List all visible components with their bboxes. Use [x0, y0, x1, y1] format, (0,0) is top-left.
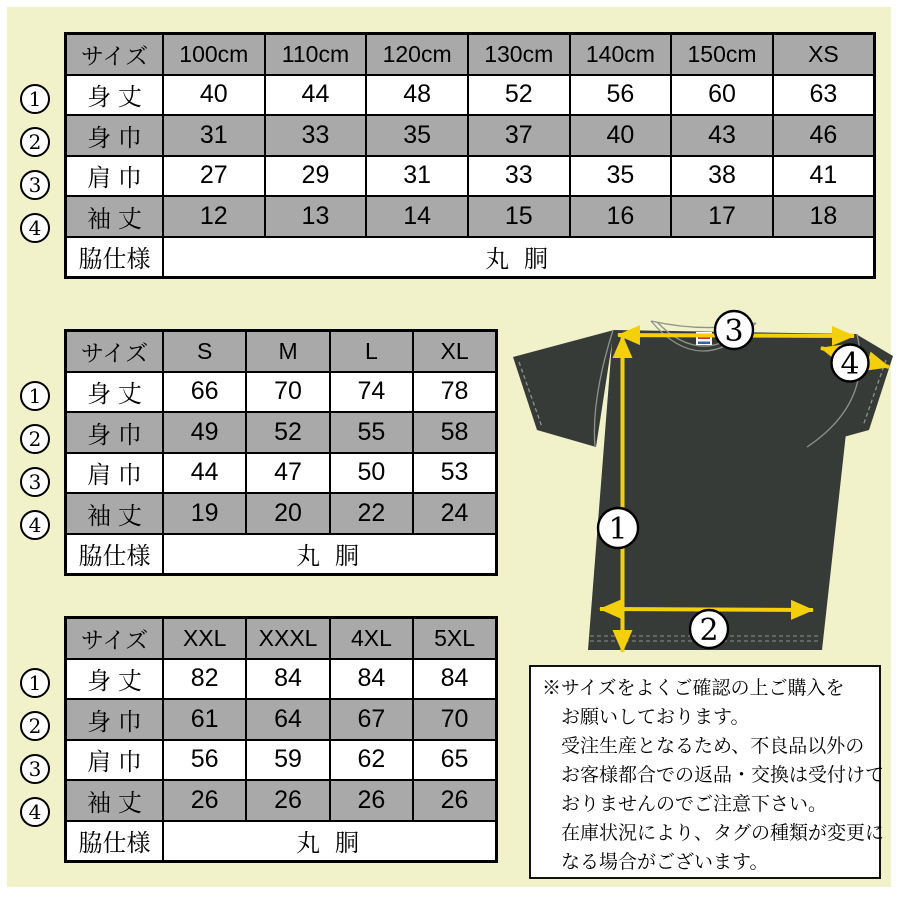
measurement-value: 52 — [468, 75, 570, 116]
measurement-value: 26 — [246, 780, 329, 821]
row-marker-3: 3 — [20, 754, 50, 784]
row-marker-1: 1 — [20, 381, 50, 411]
purchase-notice-box — [529, 665, 885, 879]
measurement-value: 18 — [773, 196, 875, 237]
row-marker-1: 1 — [20, 668, 50, 698]
column-header: 140cm — [570, 34, 672, 75]
measurement-value: 41 — [773, 156, 875, 197]
measurement-value: 22 — [330, 493, 413, 534]
size-table-kids — [64, 32, 876, 279]
table-footer-row — [66, 821, 497, 862]
size-table-kids-wrap — [28, 32, 876, 279]
row-label: 身 巾 — [66, 412, 164, 453]
diagram-marker-1: 1 — [608, 512, 628, 547]
measurement-value: 50 — [330, 453, 413, 494]
measurement-row — [66, 659, 497, 700]
measurement-value: 15 — [468, 196, 570, 237]
measurement-row — [66, 453, 497, 494]
measurement-value: 12 — [163, 196, 265, 237]
footer-value: 丸 胴 — [163, 821, 497, 862]
measurement-value: 64 — [246, 699, 329, 740]
measurement-value: 46 — [773, 115, 875, 156]
brand-tag-blue — [698, 342, 710, 345]
measurement-value: 55 — [330, 412, 413, 453]
column-header: 110cm — [265, 34, 367, 75]
measurement-value: 82 — [163, 659, 246, 700]
row-label: 身 巾 — [66, 699, 164, 740]
measurement-value: 63 — [773, 75, 875, 116]
size-table-adult-wrap — [28, 329, 498, 576]
column-header: S — [163, 331, 246, 372]
column-header: M — [246, 331, 329, 372]
measurement-value: 60 — [671, 75, 773, 116]
measurement-value: 84 — [330, 659, 413, 700]
measurement-row — [66, 372, 497, 413]
measurement-row — [66, 699, 497, 740]
measurement-value: 56 — [163, 740, 246, 781]
row-label: 肩 巾 — [66, 156, 164, 197]
column-header: 4XL — [330, 618, 413, 659]
measurement-value: 26 — [413, 780, 496, 821]
table-footer-row — [66, 534, 497, 575]
diagram-marker-3: 3 — [724, 314, 744, 349]
measurement-value: 65 — [413, 740, 496, 781]
measurement-value: 31 — [163, 115, 265, 156]
row-label: 身 丈 — [66, 372, 164, 413]
measurement-value: 26 — [163, 780, 246, 821]
measurement-value: 38 — [671, 156, 773, 197]
measurement-row — [66, 493, 497, 534]
table-header-row — [66, 618, 497, 659]
row-marker-4: 4 — [20, 213, 50, 243]
row-marker-1: 1 — [20, 84, 50, 114]
row-label: 袖 丈 — [66, 493, 164, 534]
size-label-header: サイズ — [66, 618, 164, 659]
measurement-value: 40 — [163, 75, 265, 116]
column-header: 130cm — [468, 34, 570, 75]
row-label: 袖 丈 — [66, 196, 164, 237]
row-marker-2: 2 — [20, 711, 50, 741]
table-footer-row — [66, 237, 875, 278]
measurement-value: 67 — [330, 699, 413, 740]
notice-line: 在庫状況により、タグの種類が変更に — [561, 823, 885, 844]
column-header: XL — [413, 331, 496, 372]
row-label: 身 巾 — [66, 115, 164, 156]
row-marker-4: 4 — [20, 797, 50, 827]
measurement-value: 20 — [246, 493, 329, 534]
measurement-value: 48 — [366, 75, 468, 116]
measurement-value: 29 — [265, 156, 367, 197]
measurement-value: 59 — [246, 740, 329, 781]
measurement-row — [66, 740, 497, 781]
footer-label: 脇仕様 — [66, 534, 164, 575]
measurement-value: 40 — [570, 115, 672, 156]
footer-label: 脇仕様 — [66, 821, 164, 862]
tshirt-measurement-diagram — [505, 308, 897, 658]
size-label-header: サイズ — [66, 34, 164, 75]
column-header: 120cm — [366, 34, 468, 75]
measurement-value: 33 — [468, 156, 570, 197]
footer-value: 丸 胴 — [163, 534, 497, 575]
measurement-value: 58 — [413, 412, 496, 453]
notice-line: お願いしております。 — [561, 707, 750, 728]
measurement-row — [66, 115, 875, 156]
measurement-value: 17 — [671, 196, 773, 237]
measurement-row — [66, 156, 875, 197]
column-header: 5XL — [413, 618, 496, 659]
row-label: 肩 巾 — [66, 453, 164, 494]
column-header: 150cm — [671, 34, 773, 75]
measurement-value: 74 — [330, 372, 413, 413]
measurement-value: 27 — [163, 156, 265, 197]
measurement-value: 84 — [413, 659, 496, 700]
measurement-value: 31 — [366, 156, 468, 197]
measurement-value: 70 — [413, 699, 496, 740]
footer-label: 脇仕様 — [66, 237, 164, 278]
column-header: XS — [773, 34, 875, 75]
measurement-value: 47 — [246, 453, 329, 494]
notice-line: おりませんのでご注意下さい。 — [561, 794, 828, 815]
measurement-value: 26 — [330, 780, 413, 821]
row-label: 身 丈 — [66, 659, 164, 700]
row-marker-3: 3 — [20, 467, 50, 497]
measurement-value: 62 — [330, 740, 413, 781]
column-header: XXL — [163, 618, 246, 659]
measurement-value: 35 — [366, 115, 468, 156]
measurement-value: 49 — [163, 412, 246, 453]
notice-line: なる場合がございます。 — [561, 852, 769, 873]
row-label: 身 丈 — [66, 75, 164, 116]
measurement-row — [66, 196, 875, 237]
column-header: XXXL — [246, 618, 329, 659]
measurement-value: 66 — [163, 372, 246, 413]
measurement-row — [66, 75, 875, 116]
measurement-value: 16 — [570, 196, 672, 237]
measurement-value: 33 — [265, 115, 367, 156]
measurement-value: 19 — [163, 493, 246, 534]
diagram-marker-4: 4 — [840, 347, 860, 382]
measurement-value: 70 — [246, 372, 329, 413]
measurement-value: 78 — [413, 372, 496, 413]
tshirt-body — [588, 330, 860, 650]
measurement-value: 35 — [570, 156, 672, 197]
row-label: 袖 丈 — [66, 780, 164, 821]
size-table-big-wrap — [28, 616, 498, 863]
row-label: 肩 巾 — [66, 740, 164, 781]
size-table-big — [64, 616, 498, 863]
column-header: 100cm — [163, 34, 265, 75]
measurement-value: 56 — [570, 75, 672, 116]
row-marker-2: 2 — [20, 424, 50, 454]
measurement-row — [66, 412, 497, 453]
table-header-row — [66, 331, 497, 372]
row-marker-2: 2 — [20, 127, 50, 157]
notice-line: ※サイズをよくご確認の上ご購入を — [542, 678, 845, 699]
measurement-value: 52 — [246, 412, 329, 453]
notice-line: お客様都合での返品・交換は受付けて — [561, 765, 885, 786]
measurement-value: 43 — [671, 115, 773, 156]
measurement-value: 44 — [265, 75, 367, 116]
measurement-value: 44 — [163, 453, 246, 494]
size-label-header: サイズ — [66, 331, 164, 372]
column-header: L — [330, 331, 413, 372]
measurement-value: 61 — [163, 699, 246, 740]
table-header-row — [66, 34, 875, 75]
measurement-value: 14 — [366, 196, 468, 237]
size-table-adult — [64, 329, 498, 576]
measurement-row — [66, 780, 497, 821]
row-marker-4: 4 — [20, 510, 50, 540]
footer-value: 丸 胴 — [163, 237, 875, 278]
measurement-value: 53 — [413, 453, 496, 494]
measurement-value: 84 — [246, 659, 329, 700]
diagram-marker-2: 2 — [699, 613, 719, 648]
measurement-value: 24 — [413, 493, 496, 534]
measurement-value: 37 — [468, 115, 570, 156]
notice-line: 受注生産となるため、不良品以外の — [561, 736, 865, 757]
measurement-value: 13 — [265, 196, 367, 237]
row-marker-3: 3 — [20, 170, 50, 200]
